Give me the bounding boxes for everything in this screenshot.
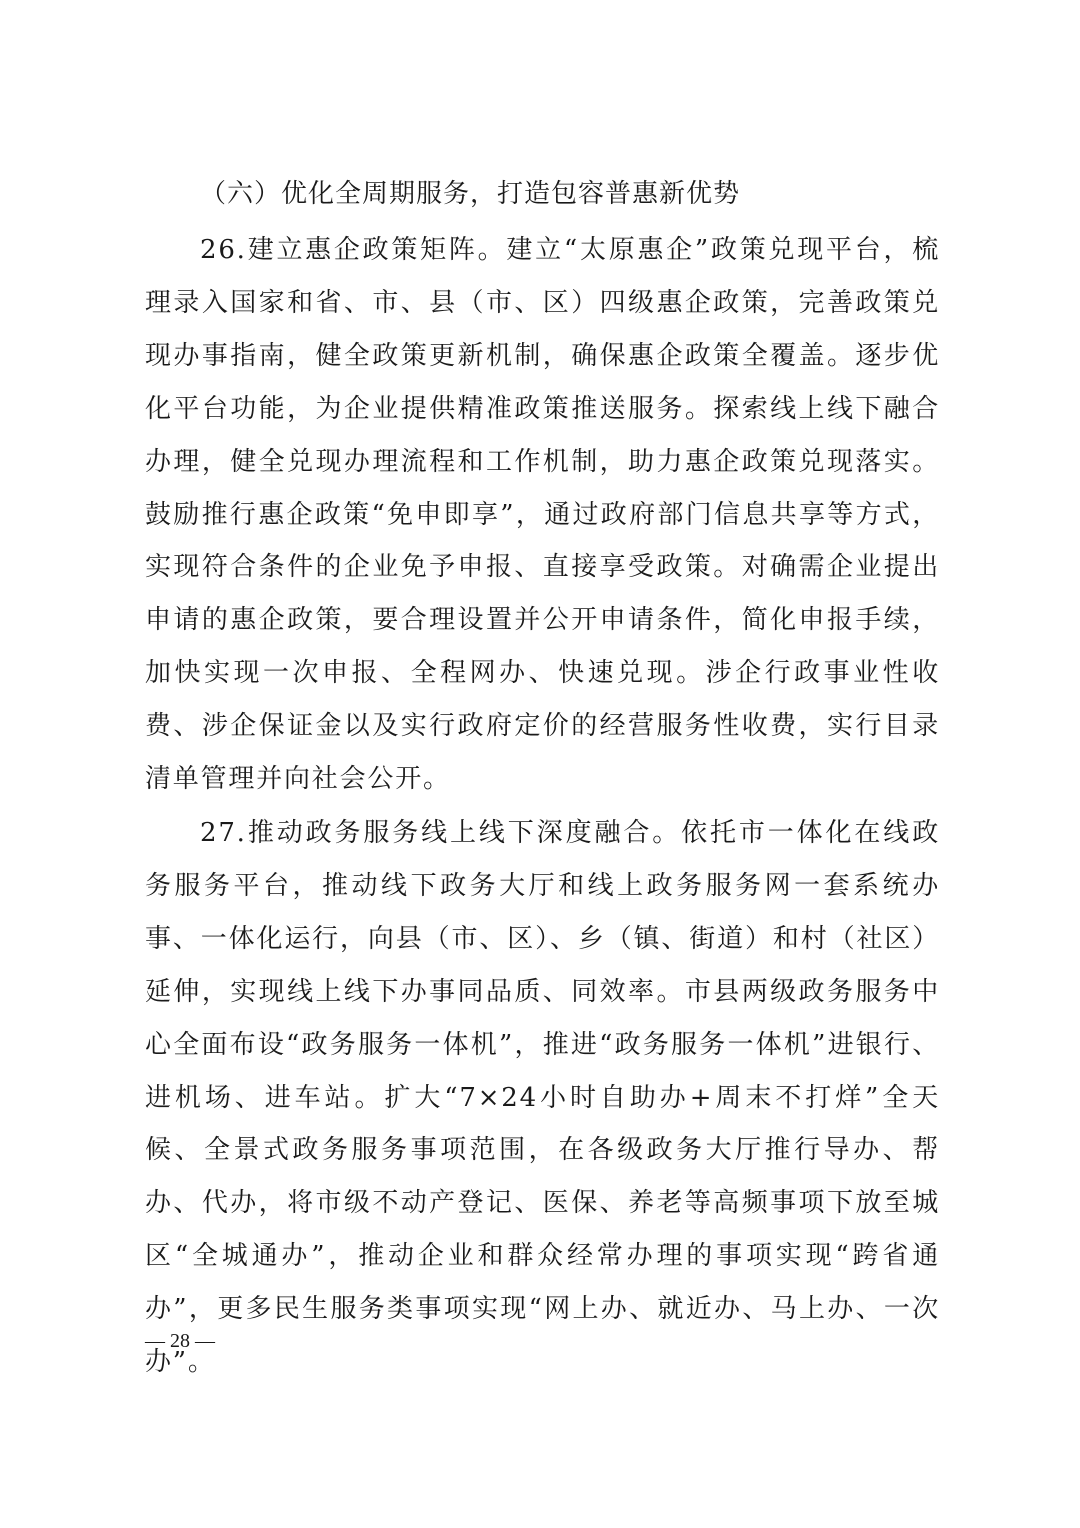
paragraph-26-policy-matrix: 26.建立惠企政策矩阵。建立“太原惠企”政策兑现平台，梳理录入国家和省、市、县（市、区）四级惠企政策，完善政策兑现办事指南，健全政策更新机制，确保惠企政策全覆盖。逐步优化平台功能，为企业提供精准政策推送服务。探索线上线下融合办理，健全兑现办理流程和工作机制，助力惠企政策兑现落实。鼓励推行惠企政策“免申即享”，通过政府部门信息共享等方式，实现符合条件的企业免予申报、直接享受政策。对确需企业提出申请的惠企政策，要合理设置并公开申请条件，简化申报手续，加快实现一次申报、全程网办、快速兑现。涉企行政事业性收费、涉企保证金以及实行政府定价的经营服务性收费，实行目录清单管理并向社会公开。 [145,235,940,795]
page-number: — 28 — [145,1330,215,1352]
paragraph-27-online-offline-integration: 27.推动政务服务线上线下深度融合。依托市一体化在线政务服务平台，推动线下政务大厅和线上政务服务网一套系统办事、一体化运行，向县（市、区）、乡（镇、街道）和村（社区）延伸，实现线上线下办事同品质、同效率。市县两级政务服务中心全面布设“政务服务一体机”，推进“政务服务一体机”进银行、进机场、进车站。扩大“7×24小时自助办+周末不打烊”全天候、全景式政务服务事项范围，在各级政务大厅推行导办、帮办、代办，将市级不动产登记、医保、养老等高频事项下放至城区“全城通办”，推动企业和群众经常办理的事项实现“跨省通办”，更多民生服务类事项实现“网上办、就近办、马上办、一次办”。 [145,818,940,1378]
section-heading: （六）优化全周期服务，打造包容普惠新优势 [200,179,741,209]
